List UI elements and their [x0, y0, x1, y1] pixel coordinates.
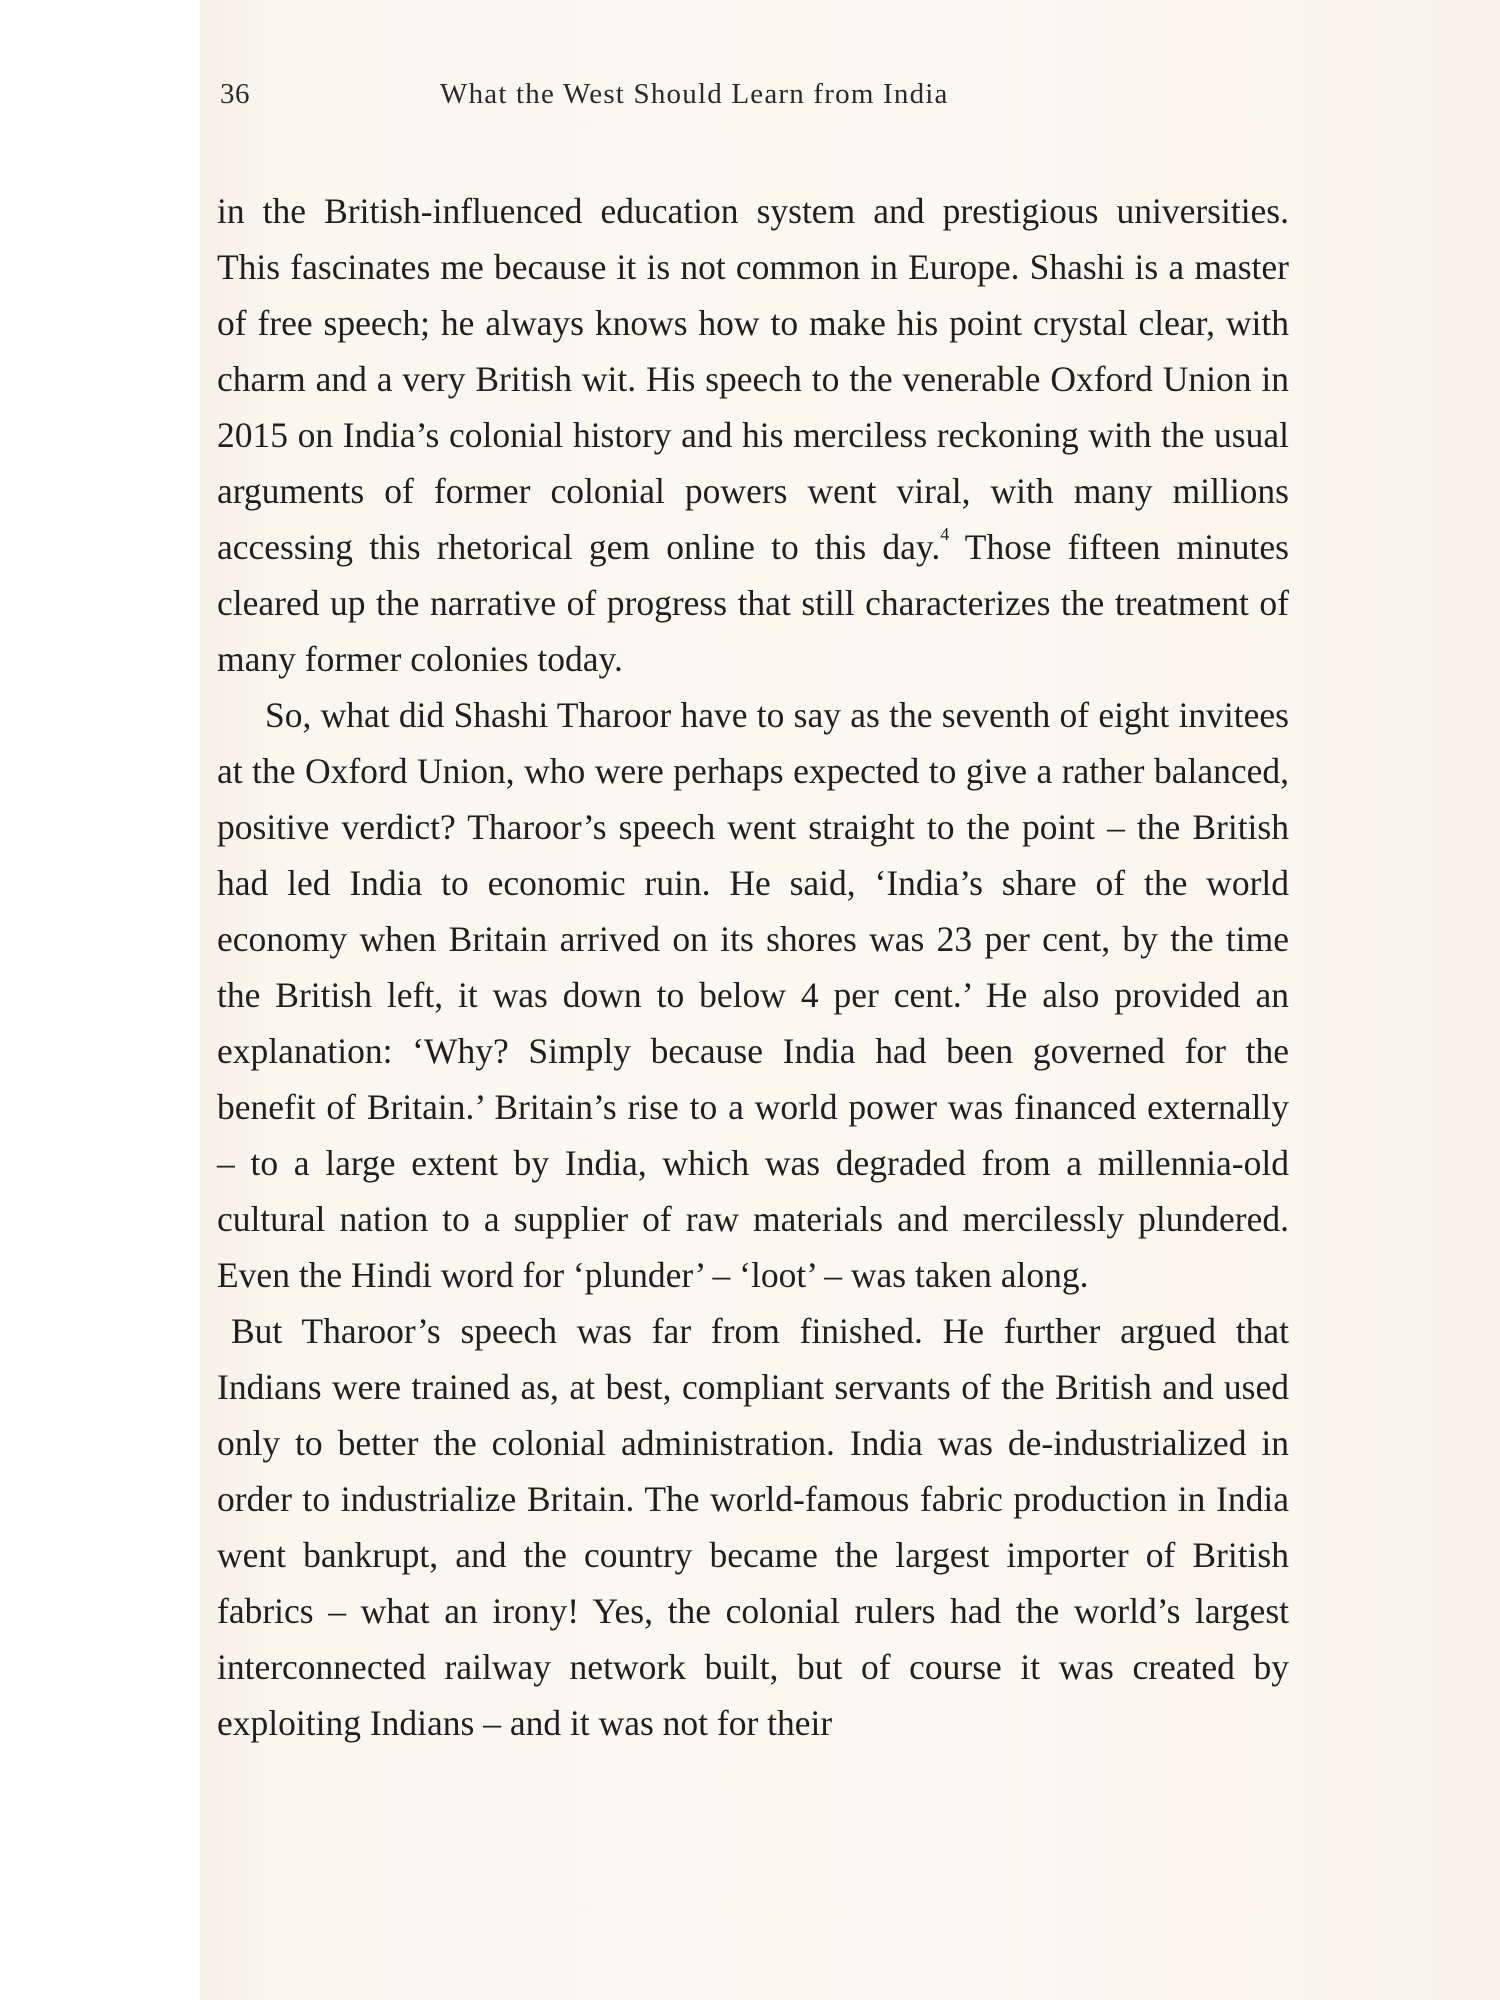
footnote-marker: 4: [940, 524, 950, 545]
paragraph: So, what did Shashi Tharoor have to say as the seventh of eight invitees at the Oxford Union, who were perhaps expected to give a rather balanced, positive verdict? Tharoor’s speech went straight to the point – the British had led India to economic ruin. He said, ‘India’s share of the world economy when Britain arrived on its shores was 23 per cent, by the time the British left, it was down to below 4 per cent.’ He also provided an explanation: ‘Why? Simply because India had been governed for the benefit of Britain.’ Britain’s rise to a world power was financed externally – to a large extent by India, which was degraded from a millennia-old cultural nation to a supplier of raw materials and mercilessly plundered. Even the Hindi word for ‘plunder’ – ‘loot’ – was taken along.: [217, 695, 1289, 1295]
page-number: 36: [220, 78, 250, 110]
paragraph: But Tharoor’s speech was far from finished. He further argued that Indians were trained as, at best, compliant servants of the British and used only to better the colonial administration. India was de-industrialized in order to industrialize Britain. The world-famous fabric production in India went bankrupt, and the country became the largest importer of British fabrics – what an irony! Yes, the colonial rulers had the world’s largest interconnected railway network built, but of course it was created by exploiting Indians – and it was not for their: [217, 1311, 1289, 1743]
running-title: What the West Should Learn from India: [440, 78, 949, 110]
body-text: [217, 183, 1289, 1751]
paragraph-text: Those fifteen minutes cleared up the narrative of progress that still characterizes the treatment of many former colonies today.: [217, 527, 1289, 679]
paragraph: [217, 183, 1289, 687]
paragraph-text: in the British-influenced education system and prestigious universities. This fascinates me because it is not common in Europe. Shashi is a master of free speech; he always knows how to make his point crystal clear, with charm and a very British wit. His speech to the venerable Oxford Union in 2015 on India’s colonial history and his merciless reckoning with the usual arguments of former colonial powers went viral, with many millions accessing this rhetorical gem online to this day.: [217, 191, 1289, 567]
page-header: [220, 78, 1290, 128]
